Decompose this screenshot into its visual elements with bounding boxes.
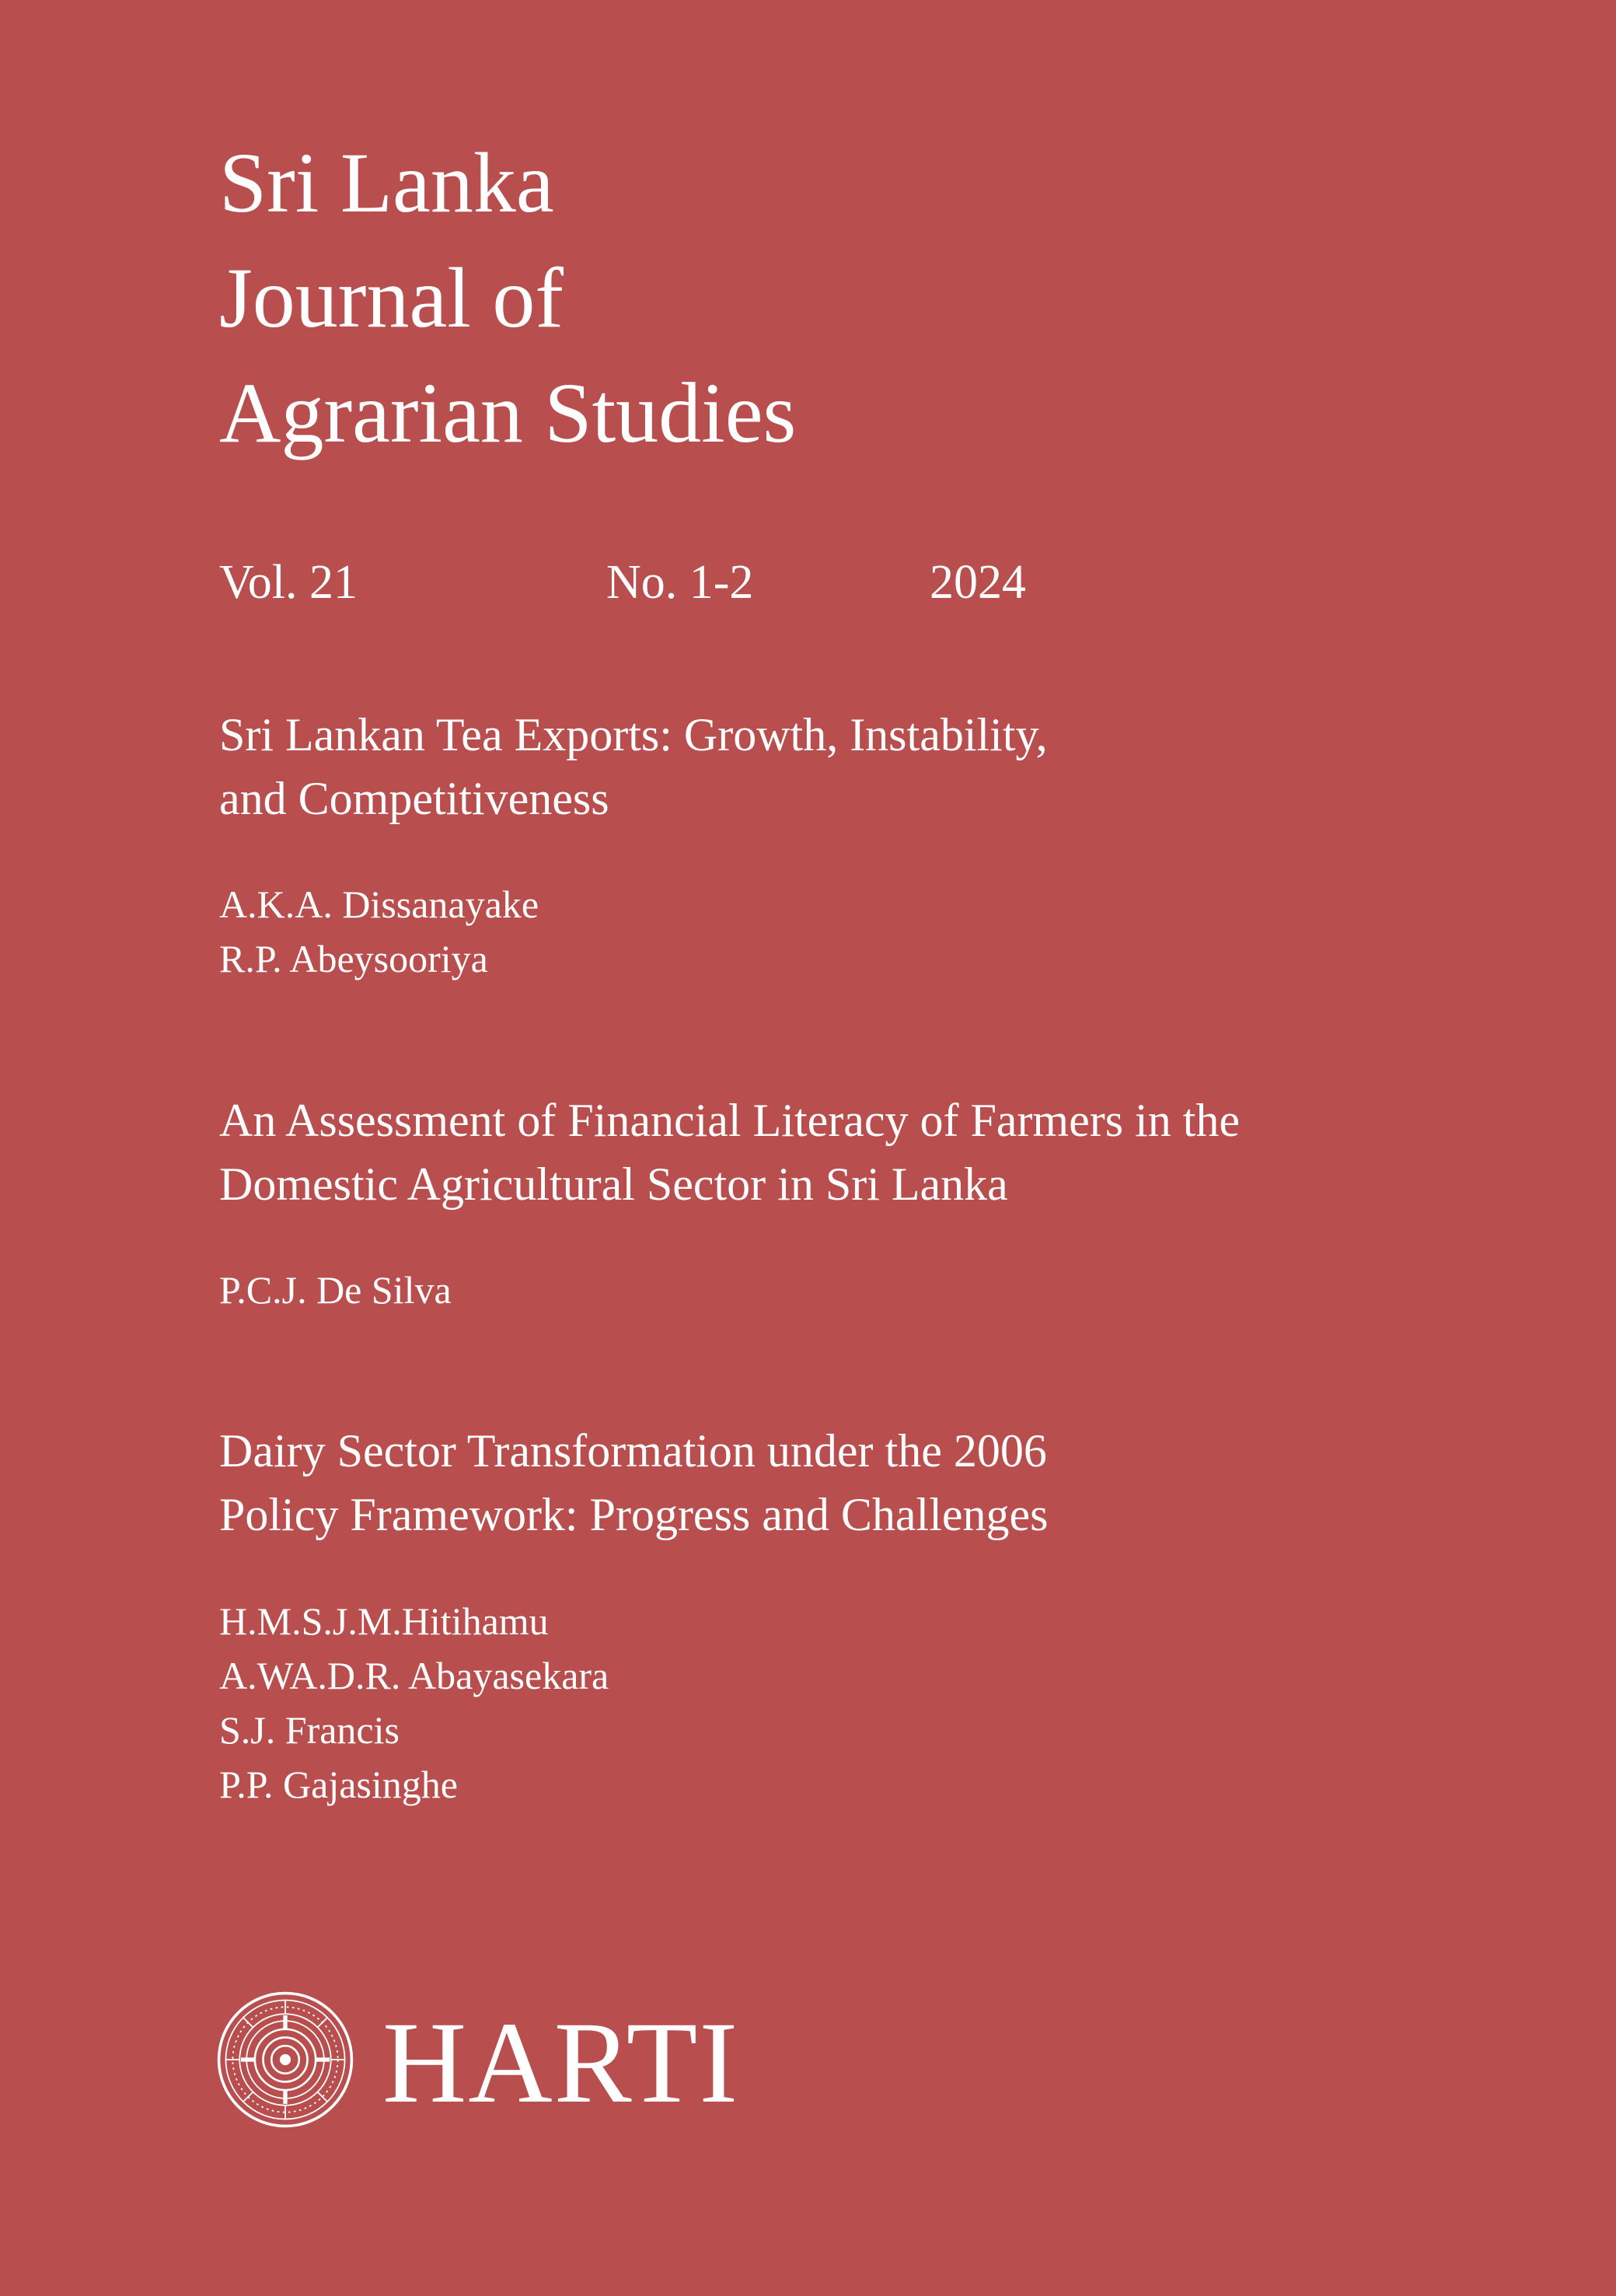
journal-title-line-3: Agrarian Studies (219, 365, 797, 460)
article-2-authors (219, 1263, 452, 1317)
author-name: P.P. Gajasinghe (219, 1763, 458, 1806)
issue-number-label: No. 1-2 (606, 556, 754, 609)
volume-label: Vol. 21 (219, 556, 358, 609)
author-name: P.C.J. De Silva (219, 1268, 452, 1312)
journal-title-line-2: Journal of (219, 250, 564, 345)
author-name: R.P. Abeysooriya (219, 937, 488, 980)
article-1-title-line-1: Sri Lankan Tea Exports: Growth, Instability, (219, 709, 1048, 760)
publisher-name: HARTI (382, 1998, 740, 2127)
article-1-title-line-2: and Competitiveness (219, 773, 609, 824)
author-name: S.J. Francis (219, 1708, 400, 1752)
year-label: 2024 (930, 556, 1026, 609)
author-name: A.K.A. Dissanayake (219, 882, 539, 926)
article-2-title-line-1: An Assessment of Financial Literacy of Farmers in the (219, 1095, 1241, 1146)
article-3-title-line-2: Policy Framework: Progress and Challenges (219, 1489, 1049, 1540)
journal-title-line-1: Sri Lanka (219, 135, 554, 230)
harti-seal-icon (216, 1990, 354, 2129)
article-1-authors (219, 877, 539, 986)
article-2-title-line-2: Domestic Agricultural Sector in Sri Lanka (219, 1158, 1008, 1210)
article-3-title-line-1: Dairy Sector Transformation under the 2006 (219, 1425, 1047, 1476)
author-name: A.WA.D.R. Abayasekara (219, 1654, 609, 1697)
author-name: H.M.S.J.M.Hitihamu (219, 1599, 549, 1643)
article-3-authors (219, 1594, 609, 1812)
